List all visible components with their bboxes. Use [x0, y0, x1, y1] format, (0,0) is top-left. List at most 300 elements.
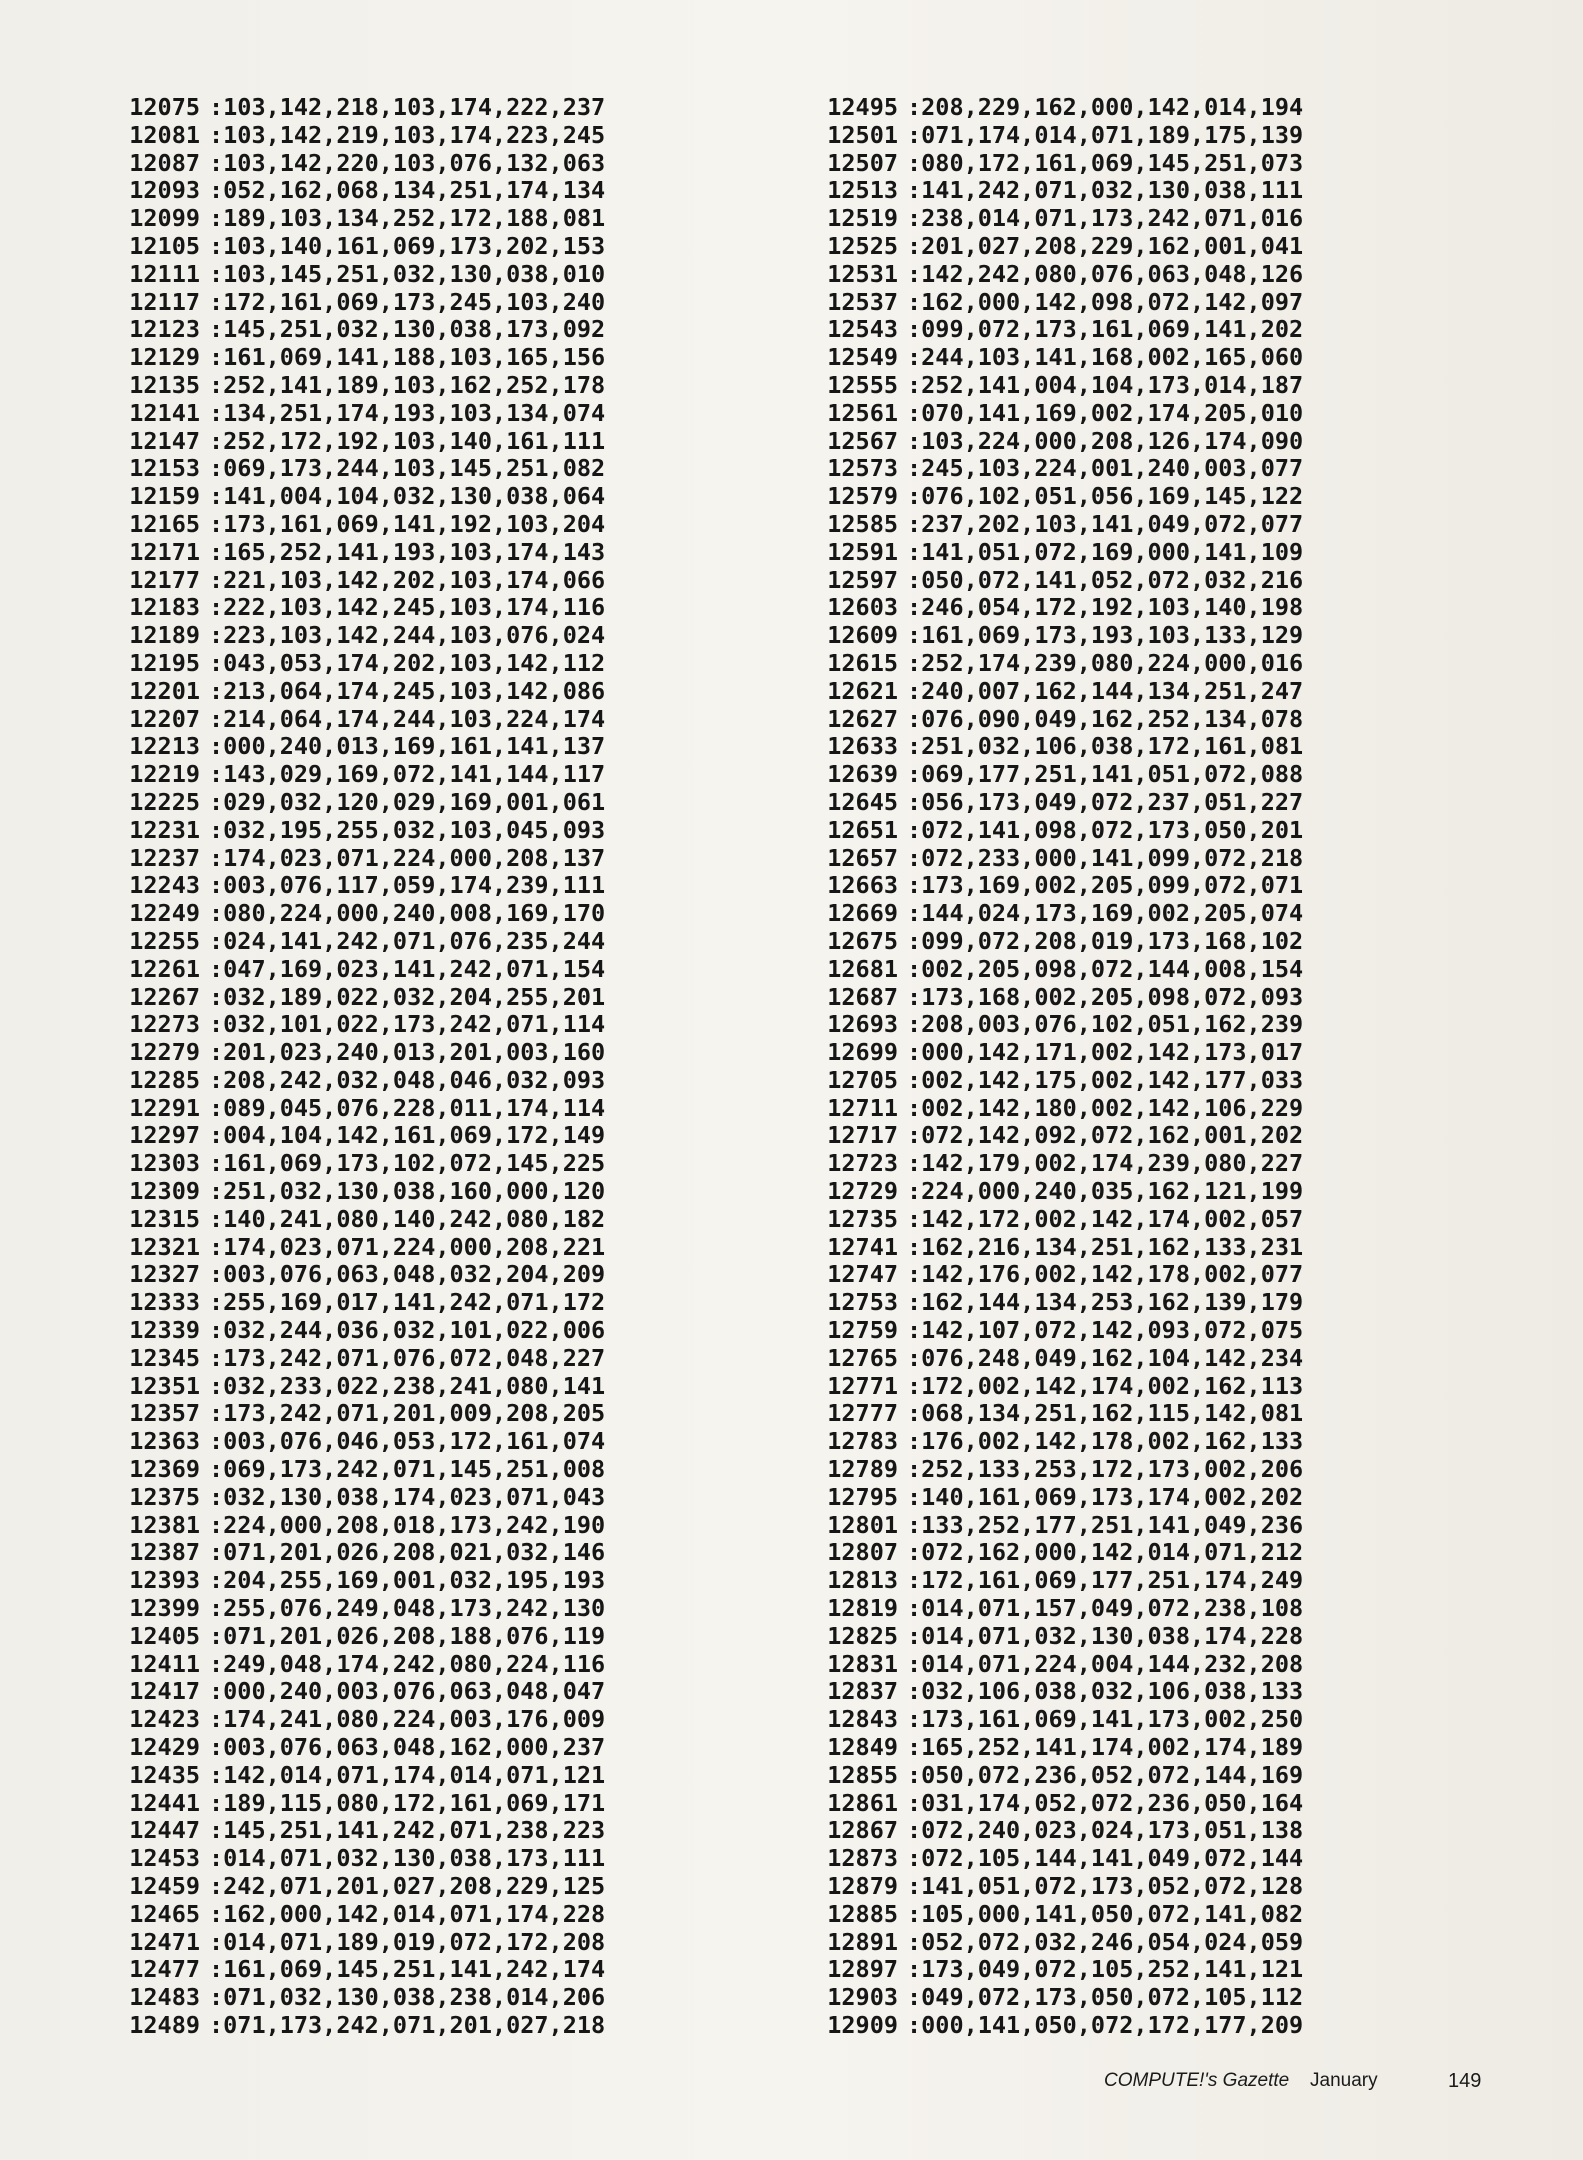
line-number: 12645	[827, 787, 898, 816]
data-values: :003,076,046,053,172,161,074	[209, 1427, 606, 1456]
line-number: 12213	[129, 732, 200, 761]
listing-line	[104, 177, 605, 205]
listing-line	[802, 1790, 1303, 1818]
line-number: 12903	[827, 1983, 898, 2012]
data-values: :103,224,000,208,126,174,090	[907, 426, 1304, 455]
line-number: 12099	[129, 204, 200, 233]
line-number: 12123	[129, 315, 200, 344]
data-values: :162,000,142,014,071,174,228	[209, 1899, 606, 1928]
line-number: 12405	[129, 1621, 200, 1650]
data-values: :144,024,173,169,002,205,074	[907, 899, 1304, 928]
line-number: 12081	[129, 120, 200, 149]
data-values: :221,103,142,202,103,174,066	[209, 565, 606, 594]
line-number: 12315	[129, 1204, 200, 1233]
data-values: :103,145,251,032,130,038,010	[209, 259, 606, 288]
data-values: :141,051,072,173,052,072,128	[907, 1872, 1304, 1900]
listing-line	[104, 761, 605, 789]
line-number: 12909	[827, 2010, 898, 2039]
data-values: :161,069,141,188,103,165,156	[209, 343, 606, 372]
data-values: :224,000,208,018,173,242,190	[209, 1510, 606, 1539]
listing-line	[802, 872, 1303, 900]
listing-line	[104, 1150, 605, 1178]
data-values: :249,048,174,242,080,224,116	[209, 1649, 606, 1678]
line-number: 12573	[827, 454, 898, 483]
listing-line	[802, 761, 1303, 789]
data-values: :204,255,169,001,032,195,193	[209, 1566, 606, 1595]
line-number: 12387	[129, 1538, 200, 1567]
line-number: 12375	[129, 1482, 200, 1511]
line-number: 12321	[129, 1232, 200, 1261]
data-values: :142,242,080,076,063,048,126	[907, 259, 1304, 288]
line-number: 12693	[827, 1010, 898, 1039]
listing-line	[104, 539, 605, 567]
data-values: :002,205,098,072,144,008,154	[907, 954, 1304, 983]
line-number: 12351	[129, 1371, 200, 1400]
line-number: 12591	[827, 537, 898, 566]
listing-line	[802, 400, 1303, 428]
line-number: 12459	[129, 1872, 200, 1900]
listing-line	[802, 650, 1303, 678]
listing-line	[802, 817, 1303, 845]
data-values: :224,000,240,035,162,121,199	[907, 1177, 1304, 1206]
data-values: :252,133,253,172,173,002,206	[907, 1455, 1304, 1484]
line-number: 12741	[827, 1232, 898, 1261]
listing-line	[802, 956, 1303, 984]
line-number: 12723	[827, 1149, 898, 1178]
data-values: :208,242,032,048,046,032,093	[209, 1065, 606, 1094]
data-values: :076,102,051,056,169,145,122	[907, 482, 1304, 511]
line-number: 12555	[827, 370, 898, 399]
listing-line	[104, 706, 605, 734]
listing-line	[104, 622, 605, 650]
data-values: :068,134,251,162,115,142,081	[907, 1399, 1304, 1428]
data-values: :140,161,069,173,174,002,202	[907, 1482, 1304, 1511]
line-number: 12135	[129, 370, 200, 399]
data-values: :201,027,208,229,162,001,041	[907, 231, 1304, 260]
data-values: :252,174,239,080,224,000,016	[907, 648, 1304, 677]
listing-line	[104, 567, 605, 595]
data-values: :172,161,069,173,245,103,240	[209, 287, 606, 316]
listing-column-left	[104, 94, 605, 2040]
listing-line	[104, 1400, 605, 1428]
listing-line	[104, 845, 605, 873]
listing-line	[104, 1484, 605, 1512]
data-values: :080,172,161,069,145,251,073	[907, 148, 1304, 177]
listing-line	[104, 650, 605, 678]
listing-line	[802, 1984, 1303, 2012]
line-number: 12609	[827, 621, 898, 650]
data-values: :000,142,171,002,142,173,017	[907, 1038, 1304, 1067]
line-number: 12171	[129, 537, 200, 566]
line-number: 12873	[827, 1844, 898, 1873]
listing-line	[104, 122, 605, 150]
data-values: :161,069,173,102,072,145,225	[209, 1149, 606, 1178]
listing-line	[802, 455, 1303, 483]
listing-line	[104, 400, 605, 428]
line-number: 12147	[129, 426, 200, 455]
data-values: :173,168,002,205,098,072,093	[907, 982, 1304, 1011]
line-number: 12675	[827, 926, 898, 955]
line-number: 12477	[129, 1955, 200, 1984]
data-values: :245,103,224,001,240,003,077	[907, 454, 1304, 483]
data-values: :014,071,224,004,144,232,208	[907, 1649, 1304, 1678]
line-number: 12297	[129, 1121, 200, 1150]
line-number: 12765	[827, 1343, 898, 1372]
listing-line	[104, 428, 605, 456]
line-number: 12327	[129, 1260, 200, 1289]
listing-line	[104, 1790, 605, 1818]
line-number: 12861	[827, 1788, 898, 1817]
listing-line	[104, 1039, 605, 1067]
line-number: 12639	[827, 760, 898, 789]
data-values: :252,141,189,103,162,252,178	[209, 370, 606, 399]
data-values: :162,000,142,098,072,142,097	[907, 287, 1304, 316]
listing-line	[802, 539, 1303, 567]
data-values: :189,115,080,172,161,069,171	[209, 1788, 606, 1817]
listing-line	[802, 344, 1303, 372]
line-number: 12165	[129, 509, 200, 538]
listing-line	[104, 789, 605, 817]
line-number: 12483	[129, 1983, 200, 2012]
listing-line	[104, 900, 605, 928]
listing-line	[802, 1178, 1303, 1206]
listing-line	[104, 1512, 605, 1540]
data-values: :071,201,026,208,188,076,119	[209, 1621, 606, 1650]
data-values: :103,142,220,103,076,132,063	[209, 148, 606, 177]
line-number: 12531	[827, 259, 898, 288]
line-number: 12627	[827, 704, 898, 733]
listing-line	[802, 1817, 1303, 1845]
listing-line	[104, 1762, 605, 1790]
line-number: 12441	[129, 1788, 200, 1817]
line-number: 12489	[129, 2010, 200, 2039]
listing-line	[104, 1122, 605, 1150]
listing-line	[104, 956, 605, 984]
data-values: :214,064,174,244,103,224,174	[209, 704, 606, 733]
line-number: 12243	[129, 871, 200, 900]
line-number: 12249	[129, 899, 200, 928]
line-number: 12507	[827, 148, 898, 177]
listing-line	[104, 1539, 605, 1567]
line-number: 12525	[827, 231, 898, 260]
listing-line	[104, 1929, 605, 1957]
listing-line	[802, 1484, 1303, 1512]
line-number: 12771	[827, 1371, 898, 1400]
listing-line	[802, 1067, 1303, 1095]
data-values: :173,049,072,105,252,141,121	[907, 1955, 1304, 1984]
listing-line	[104, 1845, 605, 1873]
data-values: :255,169,017,141,242,071,172	[209, 1288, 606, 1317]
line-number: 12807	[827, 1538, 898, 1567]
listing-line	[802, 1039, 1303, 1067]
data-values: :105,000,141,050,072,141,082	[907, 1899, 1304, 1928]
data-values: :052,072,032,246,054,024,059	[907, 1927, 1304, 1956]
listing-line	[802, 1956, 1303, 1984]
line-number: 12687	[827, 982, 898, 1011]
data-values: :255,076,249,048,173,242,130	[209, 1594, 606, 1623]
data-values: :242,071,201,027,208,229,125	[209, 1872, 606, 1900]
data-values: :089,045,076,228,011,174,114	[209, 1093, 606, 1122]
data-values: :000,141,050,072,172,177,209	[907, 2010, 1304, 2039]
line-number: 12207	[129, 704, 200, 733]
line-number: 12747	[827, 1260, 898, 1289]
data-values: :244,103,141,168,002,165,060	[907, 343, 1304, 372]
footer-magazine-title: COMPUTE!'s Gazette	[1104, 2070, 1290, 2091]
data-values: :071,173,242,071,201,027,218	[209, 2010, 606, 2039]
line-number: 12261	[129, 954, 200, 983]
data-values: :252,172,192,103,140,161,111	[209, 426, 606, 455]
line-number: 12855	[827, 1760, 898, 1789]
line-number: 12255	[129, 926, 200, 955]
listing-line	[104, 817, 605, 845]
listing-line	[104, 150, 605, 178]
data-values: :162,216,134,251,162,133,231	[907, 1232, 1304, 1261]
line-number: 12303	[129, 1149, 200, 1178]
line-number: 12813	[827, 1566, 898, 1595]
line-number: 12117	[129, 287, 200, 316]
listing-line	[104, 1095, 605, 1123]
listing-line	[104, 1651, 605, 1679]
data-values: :032,195,255,032,103,045,093	[209, 815, 606, 844]
data-values: :201,023,240,013,201,003,160	[209, 1038, 606, 1067]
listing-line	[802, 1567, 1303, 1595]
data-values: :142,179,002,174,239,080,227	[907, 1149, 1304, 1178]
line-number: 12585	[827, 509, 898, 538]
line-number: 12513	[827, 176, 898, 205]
data-values: :069,173,242,071,145,251,008	[209, 1455, 606, 1484]
data-values: :043,053,174,202,103,142,112	[209, 648, 606, 677]
data-values: :208,229,162,000,142,014,194	[907, 93, 1304, 121]
data-values: :000,240,003,076,063,048,047	[209, 1677, 606, 1706]
listing-line	[802, 205, 1303, 233]
data-values: :145,251,141,242,071,238,223	[209, 1816, 606, 1845]
data-values: :142,176,002,142,178,002,077	[907, 1260, 1304, 1289]
line-number: 12291	[129, 1093, 200, 1122]
line-number: 12795	[827, 1482, 898, 1511]
line-number: 12279	[129, 1038, 200, 1067]
listing-line	[802, 1901, 1303, 1929]
line-number: 12567	[827, 426, 898, 455]
listing-line	[802, 928, 1303, 956]
line-number: 12549	[827, 343, 898, 372]
line-number: 12543	[827, 315, 898, 344]
line-number: 12789	[827, 1455, 898, 1484]
data-values: :213,064,174,245,103,142,086	[209, 676, 606, 705]
line-number: 12633	[827, 732, 898, 761]
data-values: :252,141,004,104,173,014,187	[907, 370, 1304, 399]
line-number: 12111	[129, 259, 200, 288]
line-number: 12159	[129, 482, 200, 511]
line-number: 12501	[827, 120, 898, 149]
listing-line	[802, 1595, 1303, 1623]
data-values: :050,072,141,052,072,032,216	[907, 565, 1304, 594]
listing-line	[802, 1345, 1303, 1373]
data-values: :002,142,180,002,142,106,229	[907, 1093, 1304, 1122]
line-number: 12801	[827, 1510, 898, 1539]
listing-line	[104, 1901, 605, 1929]
line-number: 12615	[827, 648, 898, 677]
line-number: 12129	[129, 343, 200, 372]
listing-line	[802, 2012, 1303, 2040]
data-values: :222,103,142,245,103,174,116	[209, 593, 606, 622]
data-values: :140,241,080,140,242,080,182	[209, 1204, 606, 1233]
line-number: 12597	[827, 565, 898, 594]
line-number: 12453	[129, 1844, 200, 1873]
line-number: 12735	[827, 1204, 898, 1233]
data-values: :103,142,219,103,174,223,245	[209, 120, 606, 149]
listing-line	[802, 1456, 1303, 1484]
line-number: 12219	[129, 760, 200, 789]
line-number: 12183	[129, 593, 200, 622]
line-number: 12843	[827, 1705, 898, 1734]
listing-line	[104, 289, 605, 317]
listing-line	[104, 261, 605, 289]
listing-line	[104, 1734, 605, 1762]
listing-line	[104, 1817, 605, 1845]
line-number: 12465	[129, 1899, 200, 1928]
line-number: 12195	[129, 648, 200, 677]
listing-line	[104, 1011, 605, 1039]
listing-line	[802, 428, 1303, 456]
data-values: :223,103,142,244,103,076,024	[209, 621, 606, 650]
listing-line	[802, 1400, 1303, 1428]
line-number: 12435	[129, 1760, 200, 1789]
line-number: 12267	[129, 982, 200, 1011]
listing-line	[802, 706, 1303, 734]
data-values: :072,233,000,141,099,072,218	[907, 843, 1304, 872]
line-number: 12309	[129, 1177, 200, 1206]
listing-line	[802, 1845, 1303, 1873]
line-number: 12819	[827, 1594, 898, 1623]
line-number: 12651	[827, 815, 898, 844]
line-number: 12657	[827, 843, 898, 872]
listing-line	[802, 1317, 1303, 1345]
line-number: 12339	[129, 1316, 200, 1345]
data-values: :002,142,175,002,142,177,033	[907, 1065, 1304, 1094]
data-values: :103,140,161,069,173,202,153	[209, 231, 606, 260]
line-number: 12423	[129, 1705, 200, 1734]
line-number: 12519	[827, 204, 898, 233]
data-values: :080,224,000,240,008,169,170	[209, 899, 606, 928]
line-number: 12885	[827, 1899, 898, 1928]
data-values: :031,174,052,072,236,050,164	[907, 1788, 1304, 1817]
listing-column-right	[802, 94, 1303, 2040]
listing-line	[104, 1456, 605, 1484]
listing-line	[104, 872, 605, 900]
listing-line	[802, 733, 1303, 761]
listing-line	[104, 1595, 605, 1623]
line-number: 12381	[129, 1510, 200, 1539]
line-number: 12447	[129, 1816, 200, 1845]
line-number: 12399	[129, 1594, 200, 1623]
line-number: 12471	[129, 1927, 200, 1956]
line-number: 12849	[827, 1733, 898, 1762]
data-values: :069,177,251,141,051,072,088	[907, 760, 1304, 789]
data-values: :141,051,072,169,000,141,109	[907, 537, 1304, 566]
listing-line	[802, 511, 1303, 539]
data-values: :173,161,069,141,192,103,204	[209, 509, 606, 538]
listing-line	[802, 1122, 1303, 1150]
listing-line	[802, 1762, 1303, 1790]
data-values: :071,201,026,208,021,032,146	[209, 1538, 606, 1567]
data-values: :237,202,103,141,049,072,077	[907, 509, 1304, 538]
line-number: 12357	[129, 1399, 200, 1428]
line-number: 12153	[129, 454, 200, 483]
line-number: 12429	[129, 1733, 200, 1762]
listing-line	[802, 1929, 1303, 1957]
line-number: 12345	[129, 1343, 200, 1372]
line-number: 12897	[827, 1955, 898, 1984]
data-values: :165,252,141,174,002,174,189	[907, 1733, 1304, 1762]
data-values: :072,141,098,072,173,050,201	[907, 815, 1304, 844]
line-number: 12825	[827, 1621, 898, 1650]
data-values: :049,072,173,050,072,105,112	[907, 1983, 1304, 2012]
line-number: 12273	[129, 1010, 200, 1039]
line-number: 12333	[129, 1288, 200, 1317]
listing-line	[104, 1345, 605, 1373]
data-values: :072,105,144,141,049,072,144	[907, 1844, 1304, 1873]
data-values: :142,107,072,142,093,072,075	[907, 1316, 1304, 1345]
data-values: :024,141,242,071,076,235,244	[209, 926, 606, 955]
data-values: :076,090,049,162,252,134,078	[907, 704, 1304, 733]
listing-line	[104, 455, 605, 483]
data-values: :032,130,038,174,023,071,043	[209, 1482, 606, 1511]
line-number: 12417	[129, 1677, 200, 1706]
listing-line	[802, 1873, 1303, 1901]
line-number: 12411	[129, 1649, 200, 1678]
line-number: 12369	[129, 1455, 200, 1484]
data-values: :189,103,134,252,172,188,081	[209, 204, 606, 233]
line-number: 12759	[827, 1316, 898, 1345]
listing-line	[802, 94, 1303, 122]
listing-line	[104, 511, 605, 539]
page-number: 149	[1448, 2070, 1482, 2092]
line-number: 12699	[827, 1038, 898, 1067]
data-values: :103,142,218,103,174,222,237	[209, 93, 606, 121]
listing-line	[104, 1706, 605, 1734]
line-number: 12717	[827, 1121, 898, 1150]
listing-line	[802, 177, 1303, 205]
line-number: 12393	[129, 1566, 200, 1595]
listing-line	[104, 1428, 605, 1456]
data-values: :173,242,071,201,009,208,205	[209, 1399, 606, 1428]
listing-line	[802, 1512, 1303, 1540]
data-values: :071,032,130,038,238,014,206	[209, 1983, 606, 2012]
line-number: 12891	[827, 1927, 898, 1956]
line-number: 12537	[827, 287, 898, 316]
listing-line	[802, 1206, 1303, 1234]
listing-line	[802, 1289, 1303, 1317]
data-values: :134,251,174,193,103,134,074	[209, 398, 606, 427]
data-values: :099,072,208,019,173,168,102	[907, 926, 1304, 955]
listing-line	[104, 1178, 605, 1206]
data-values: :240,007,162,144,134,251,247	[907, 676, 1304, 705]
listing-line	[802, 622, 1303, 650]
listing-line	[802, 1011, 1303, 1039]
data-values: :174,241,080,224,003,176,009	[209, 1705, 606, 1734]
line-number: 12105	[129, 231, 200, 260]
data-values: :161,069,173,193,103,133,129	[907, 621, 1304, 650]
data-values: :014,071,157,049,072,238,108	[907, 1594, 1304, 1623]
line-number: 12663	[827, 871, 898, 900]
data-values: :014,071,032,130,038,173,111	[209, 1844, 606, 1873]
line-number: 12837	[827, 1677, 898, 1706]
listing-line	[802, 1678, 1303, 1706]
line-number: 12669	[827, 899, 898, 928]
data-values: :141,242,071,032,130,038,111	[907, 176, 1304, 205]
listing-line	[104, 1567, 605, 1595]
data-values: :003,076,063,048,162,000,237	[209, 1733, 606, 1762]
